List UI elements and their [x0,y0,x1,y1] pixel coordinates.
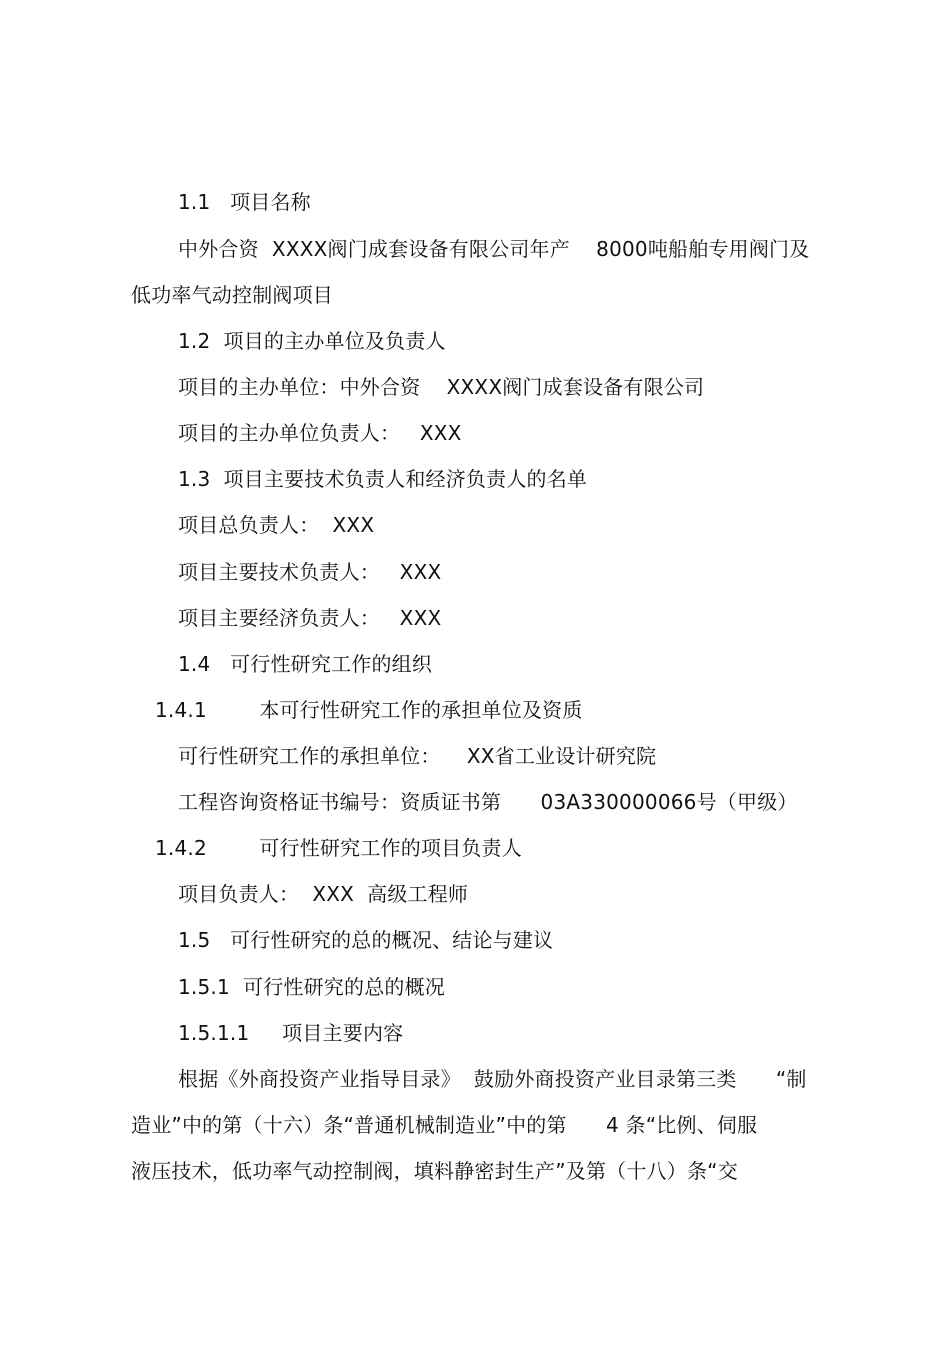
heading-1-4-2: 1.4.2 可行性研究工作的项目负责人 [155,836,522,860]
heading-1-5-1-1: 1.5.1.1 项目主要内容 [178,1021,404,1045]
heading-1-4: 1.4 可行性研究工作的组织 [178,652,433,676]
technical-head-line: 项目主要技术负责人： XXX [178,560,442,584]
heading-1-3: 1.3 项目主要技术负责人和经济负责人的名单 [178,467,588,491]
research-unit-line: 可行性研究工作的承担单位： XX省工业设计研究院 [178,744,657,768]
content-paragraph-line-1: 根据《外商投资产业指导目录》 鼓励外商投资产业目录第三类 “制 [178,1067,807,1091]
project-name-line-1: 中外合资 XXXX阀门成套设备有限公司年产 8000吨船舶专用阀门及 [178,237,810,261]
economic-head-line: 项目主要经济负责人： XXX [178,606,442,630]
heading-1-5-1: 1.5.1 可行性研究的总的概况 [178,975,446,999]
heading-1-2: 1.2 项目的主办单位及负责人 [178,329,446,353]
sponsor-head-line: 项目的主办单位负责人： XXX [178,421,462,445]
general-head-line: 项目总负责人： XXX [178,513,375,537]
heading-1-5: 1.5 可行性研究的总的概况、结论与建议 [178,928,554,952]
heading-1-1: 1.1 项目名称 [178,190,311,214]
content-paragraph-line-2: 造业”中的第（十六）条“普通机械制造业”中的第 4 条“比例、伺服 [131,1113,758,1137]
sponsor-unit-line: 项目的主办单位：中外合资 XXXX阀门成套设备有限公司 [178,375,705,399]
content-paragraph-line-3: 液压技术，低功率气动控制阀，填料静密封生产”及第（十八）条“交 [131,1159,738,1183]
certificate-number-line: 工程咨询资格证书编号：资质证书第 03A330000066号（甲级） [178,790,798,814]
heading-1-4-1: 1.4.1 本可行性研究工作的承担单位及资质 [155,698,583,722]
project-name-line-2: 低功率气动控制阀项目 [131,283,333,307]
project-leader-line: 项目负责人： XXX 高级工程师 [178,882,469,906]
